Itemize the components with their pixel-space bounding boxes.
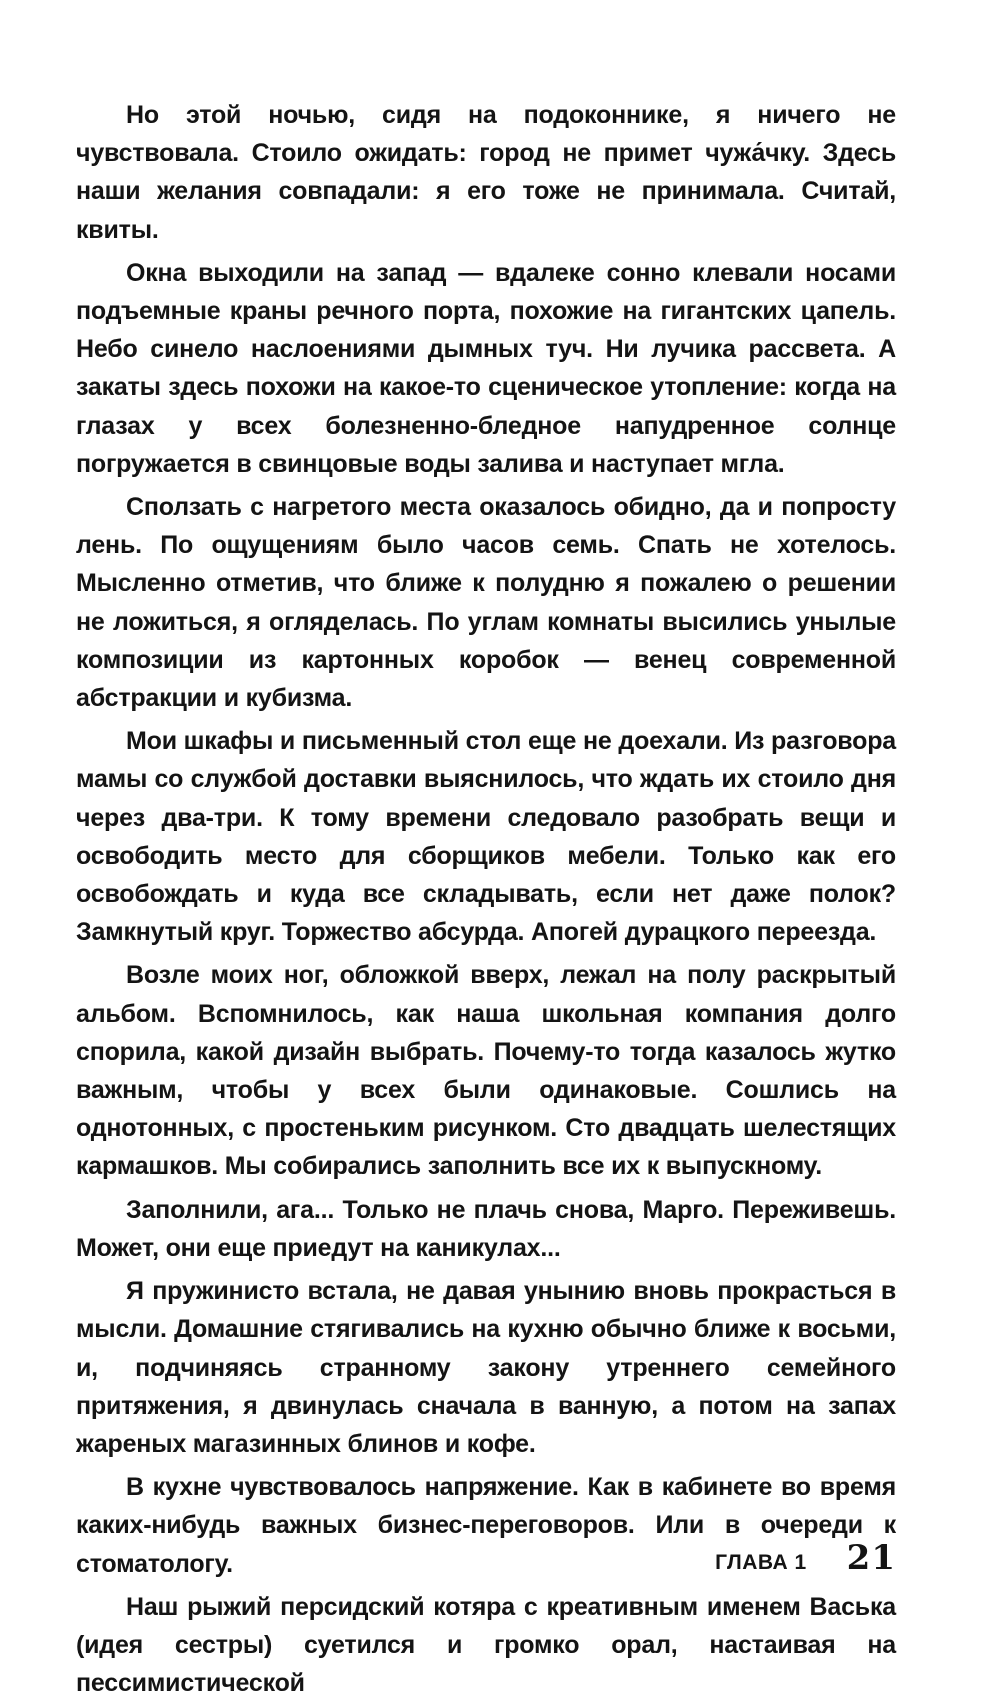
paragraph-8: В кухне чувствовалось напряжение. Как в кабинете во время каких-нибудь важных бизнес-переговоров. Или в очереди к стоматологу. — [76, 1473, 896, 1578]
paragraph-6: Заполнили, ага... Только не плачь снова, Марго. Переживешь. Может, они еще приедут на каникулах... — [76, 1195, 896, 1262]
paragraph-1: Но этой ночью, сидя на подоконнике, я ничего не чувствовала. Стоило ожидать: город не примет чужа́чку. Здесь наши желания совпадали: я его тоже не принимала. Считай, квиты. — [76, 101, 896, 244]
chapter-running-head: ГЛАВА 1 — [715, 1551, 807, 1574]
paragraph-5: Возле моих ног, обложкой вверх, лежал на полу раскрытый альбом. Вспомнилось, как наша школьная компания долго спорила, какой дизайн выбрать. Почему-то тогда казалось жутко важным, чтобы у всех были одинаковые. Сошлись на однотонных, с простеньким рисунком. Сто двадцать шелестящих кармашков. Мы собирались заполнить все их к выпускному. — [76, 961, 896, 1181]
paragraph-7: Я пружинисто встала, не давая унынию вновь прокрасться в мысли. Домашние стягивались на кухню обычно ближе к восьми, и, подчиняясь странному закону утреннего семейного притяжения, я двинулась сначала в ванную, а потом на запах жареных магазинных блинов и кофе. — [76, 1277, 896, 1458]
page-footer — [76, 1538, 896, 1586]
paragraph-2: Окна выходили на запад — вдалеке сонно клевали носами подъемные краны речного порта, похожие на гигантских цапель. Небо синело наслоениями дымных туч. Ни лучика рассвета. А закаты здесь похожи на какое-то сценическое утопление: когда на глазах у всех болезненно-бледное напудренное солнце погружается в свинцовые воды залива и наступает мгла. — [76, 258, 896, 478]
paragraph-3: Сползать с нагретого места оказалось обидно, да и попросту лень. По ощущениям было часов семь. Спать не хотелось. Мысленно отметив, что ближе к полудню я пожалею о решении не ложиться, я огляделась. По углам комнаты высились унылые композиции из картонных коробок — венец современной абстракции и кубизма. — [76, 493, 896, 713]
paragraph-4: Мои шкафы и письменный стол еще не доехали. Из разговора мамы со службой доставки выяснилось, что ждать их стоило дня через два-три. К тому времени следовало разобрать вещи и освободить место для сборщиков мебели. Только как его освобождать и куда все складывать, если нет даже полок? Замкнутый круг. Торжество абсурда. Апогей дурацкого переезда. — [76, 727, 896, 947]
paragraph-9: Наш рыжий персидский котяра с креативным именем Васька (идея сестры) суетился и громко орал, настаивая на пессимистической — [76, 1592, 896, 1698]
page-number: 21 — [846, 1538, 896, 1578]
